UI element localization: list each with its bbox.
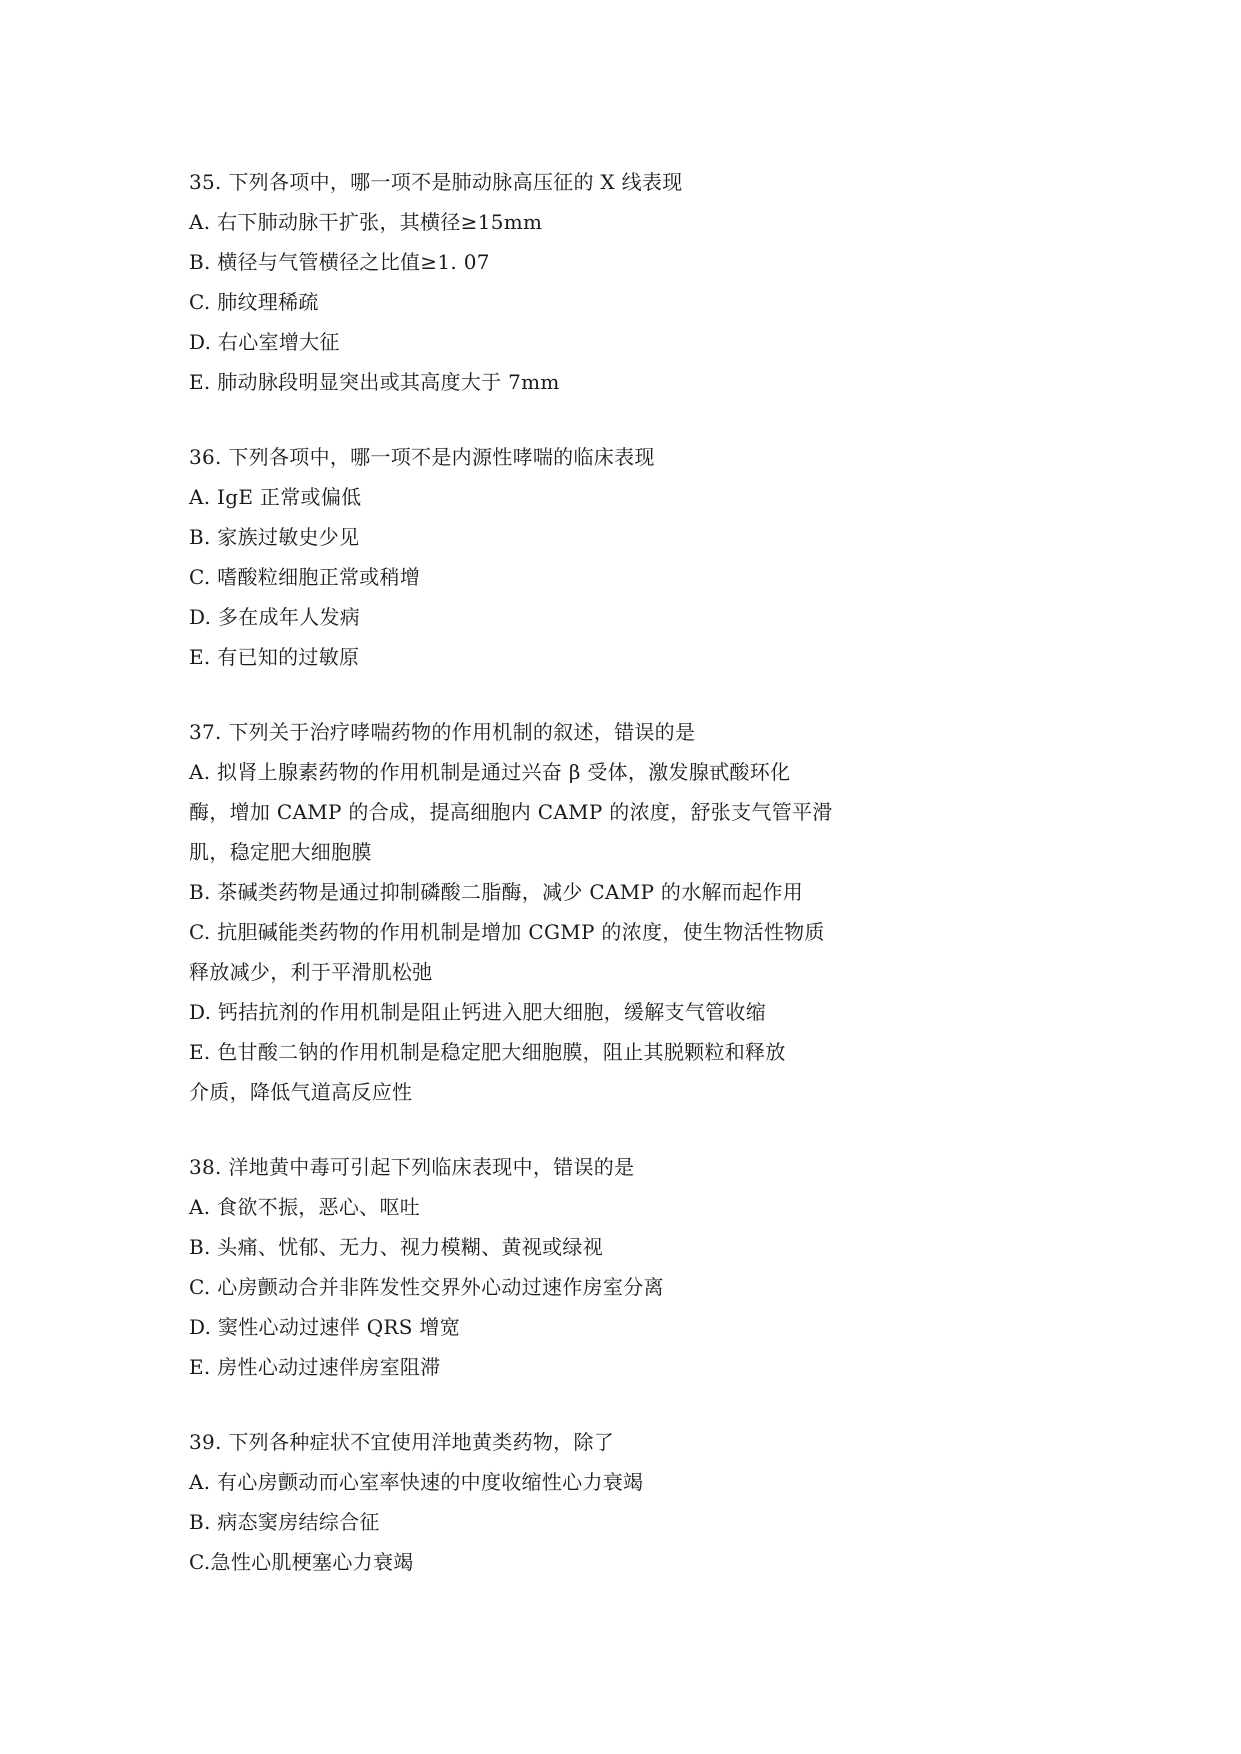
- option-b: B. 头痛、忧郁、无力、视力模糊、黄视或绿视: [189, 1235, 604, 1259]
- option-c: C.急性心肌梗塞心力衰竭: [189, 1550, 414, 1574]
- question-stem: 36. 下列各项中，哪一项不是内源性哮喘的临床表现: [189, 445, 655, 469]
- option-c-continued: 释放减少，利于平滑肌松弛: [189, 960, 433, 984]
- option-c: C. 心房颤动合并非阵发性交界外心动过速作房室分离: [189, 1275, 664, 1299]
- question-39: [189, 1422, 889, 1582]
- question-list: [189, 162, 889, 1617]
- option-e: E. 色甘酸二钠的作用机制是稳定肥大细胞膜，阻止其脱颗粒和释放: [189, 1040, 786, 1064]
- option-d: D. 钙拮抗剂的作用机制是阻止钙进入肥大细胞，缓解支气管收缩: [189, 1000, 767, 1024]
- question-38: [189, 1147, 889, 1387]
- option-a: A. 右下肺动脉干扩张，其横径≥15mm: [189, 210, 543, 234]
- question-37: [189, 712, 889, 1112]
- option-a: A. 食欲不振，恶心、呕吐: [189, 1195, 421, 1219]
- question-stem: 39. 下列各种症状不宜使用洋地黄类药物，除了: [189, 1430, 615, 1454]
- question-35: [189, 162, 889, 402]
- option-a: A. 有心房颤动而心室率快速的中度收缩性心力衰竭: [189, 1470, 644, 1494]
- option-c: C. 抗胆碱能类药物的作用机制是增加 CGMP 的浓度，使生物活性物质: [189, 920, 825, 944]
- option-c: C. 嗜酸粒细胞正常或稍增: [189, 565, 421, 589]
- question-stem: 37. 下列关于治疗哮喘药物的作用机制的叙述，错误的是: [189, 720, 696, 744]
- question-stem: 35. 下列各项中，哪一项不是肺动脉高压征的 X 线表现: [189, 170, 683, 194]
- option-a-continued: 酶，增加 CAMP 的合成，提高细胞内 CAMP 的浓度，舒张支气管平滑: [189, 800, 833, 824]
- option-b: B. 病态窦房结综合征: [189, 1510, 380, 1534]
- option-b: B. 横径与气管横径之比值≥1. 07: [189, 250, 490, 274]
- option-e-continued: 介质，降低气道高反应性: [189, 1080, 413, 1104]
- option-a: A. IgE 正常或偏低: [189, 485, 362, 509]
- question-stem: 38. 洋地黄中毒可引起下列临床表现中，错误的是: [189, 1155, 635, 1179]
- question-36: [189, 437, 889, 677]
- option-e: E. 有已知的过敏原: [189, 645, 360, 669]
- option-e: E. 房性心动过速伴房室阻滞: [189, 1355, 441, 1379]
- option-e: E. 肺动脉段明显突出或其高度大于 7mm: [189, 370, 560, 394]
- option-d: D. 多在成年人发病: [189, 605, 361, 629]
- option-b: B. 茶碱类药物是通过抑制磷酸二脂酶，减少 CAMP 的水解而起作用: [189, 880, 804, 904]
- option-c: C. 肺纹理稀疏: [189, 290, 319, 314]
- option-a: A. 拟肾上腺素药物的作用机制是通过兴奋 β 受体，激发腺甙酸环化: [189, 760, 791, 784]
- option-b: B. 家族过敏史少见: [189, 525, 360, 549]
- option-a-continued: 肌，稳定肥大细胞膜: [189, 840, 372, 864]
- option-d: D. 右心室增大征: [189, 330, 340, 354]
- option-d: D. 窦性心动过速伴 QRS 增宽: [189, 1315, 461, 1339]
